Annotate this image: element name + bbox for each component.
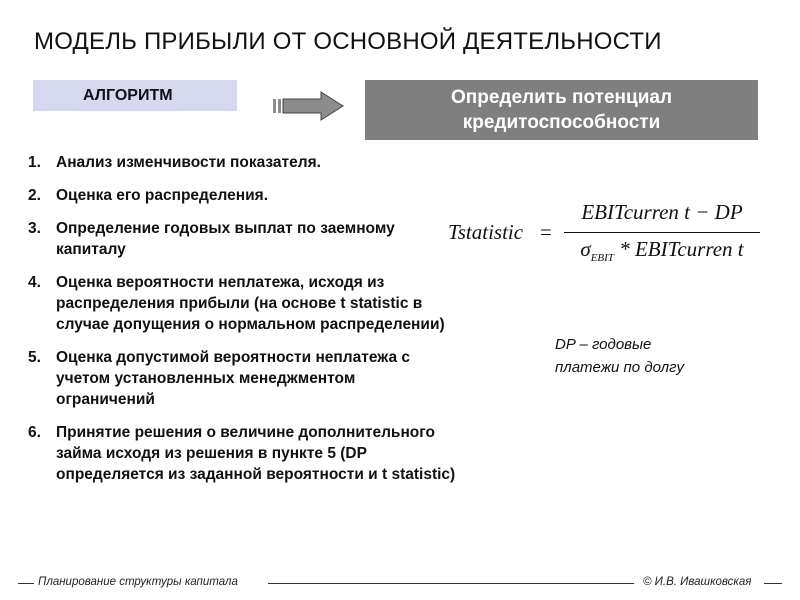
formula-lhs: Tstatistic	[448, 220, 524, 244]
right-arrow-icon	[273, 91, 345, 121]
algorithm-steps-list	[28, 152, 458, 497]
list-item	[28, 422, 458, 485]
step-text: Оценка его распределения.	[56, 187, 269, 204]
goal-line-2: кредитоспособности	[462, 112, 661, 133]
step-text: Анализ изменчивости показателя.	[56, 154, 321, 171]
step-text: Принятие решения о величине дополнительного займа исходя из решения в пункте 5 (DP определяется из заданной вероятности и t statistic)	[56, 424, 456, 483]
algorithm-label: АЛГОРИТМ	[83, 86, 173, 104]
algorithm-label-box	[33, 80, 237, 111]
formula-fraction	[564, 200, 760, 264]
step-text: Оценка допустимой вероятности неплатежа с учетом установленных менеджментом ограничений	[56, 349, 410, 408]
list-item	[28, 218, 458, 260]
list-item	[28, 152, 458, 173]
formula-numerator: EBITcurren t − DP	[581, 200, 743, 224]
fraction-bar	[564, 232, 760, 233]
step-number: 2.	[28, 187, 41, 204]
list-item	[28, 185, 458, 206]
list-item	[28, 347, 458, 410]
denominator-rest: * EBITcurren t	[613, 237, 744, 261]
slide-title: МОДЕЛЬ ПРИБЫЛИ ОТ ОСНОВНОЙ ДЕЯТЕЛЬНОСТИ	[34, 28, 662, 55]
step-number: 5.	[28, 349, 41, 366]
footer-divider-middle	[268, 583, 634, 584]
step-text: Оценка вероятности неплатежа, исходя из распределения прибыли (на основе t statistic в случае допущения о нормальном распределении)	[56, 274, 445, 333]
step-number: 6.	[28, 424, 41, 441]
sigma-subscript: EBIT	[590, 252, 614, 264]
sigma-symbol: σ	[580, 237, 591, 261]
formula-denominator	[564, 237, 760, 264]
step-text: Определение годовых выплат по заемному капиталу	[56, 220, 395, 258]
dp-definition-note	[555, 333, 684, 379]
list-item	[28, 272, 458, 335]
step-number: 3.	[28, 220, 41, 237]
formula-equals: =	[540, 220, 552, 244]
footer-divider-left	[18, 583, 34, 584]
footer-course-title: Планирование структуры капитала	[38, 576, 238, 588]
goal-box	[365, 80, 758, 140]
dp-note-line-1: DP – годовые	[555, 336, 652, 353]
footer-copyright: © И.В. Ивашковская	[643, 576, 752, 588]
goal-line-1: Определить потенциал	[450, 87, 673, 108]
step-number: 4.	[28, 274, 41, 291]
step-number: 1.	[28, 154, 41, 171]
dp-note-line-2: платежи по долгу	[555, 359, 684, 376]
footer-divider-right	[764, 583, 782, 584]
